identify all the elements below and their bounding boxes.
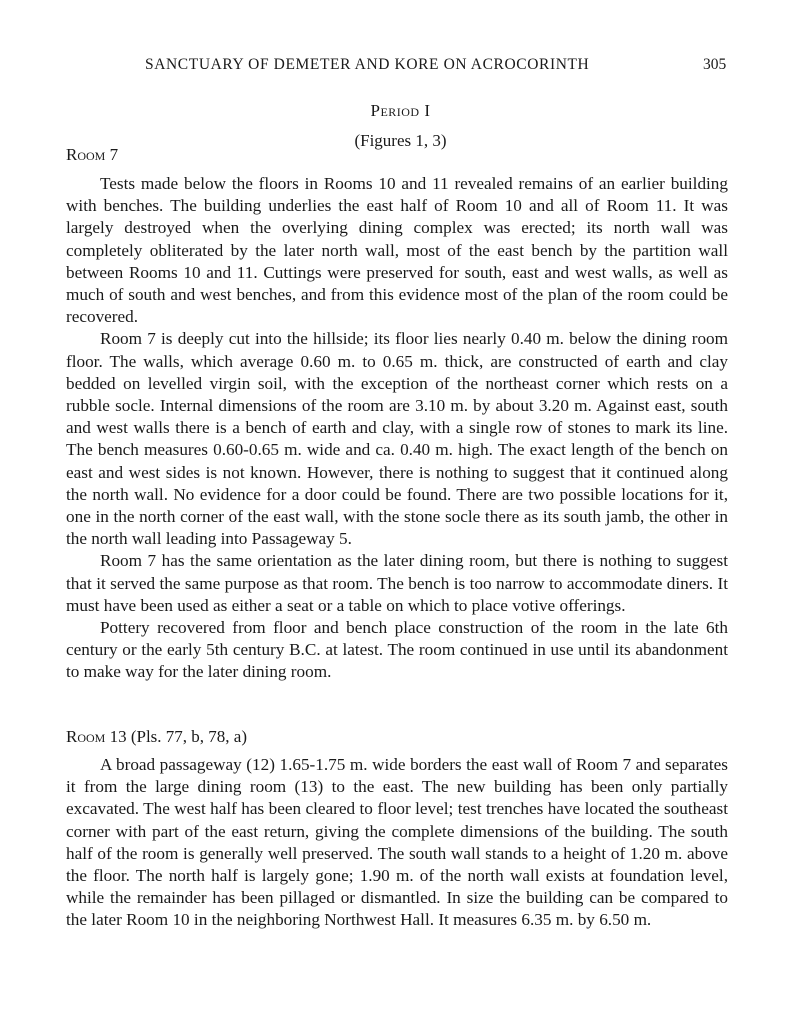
- running-head: [0, 56, 797, 80]
- period-heading: Period I: [370, 101, 431, 120]
- page-number: 305: [703, 56, 727, 73]
- room-7-body: [66, 173, 728, 684]
- paragraph: Room 7 has the same orientation as the later dining room, but there is nothing to suggest that it served the same purpose as that room. The bench is too narrow to accommodate diners. It must have been used as either a seat or a table on which to place votive offerings.: [66, 551, 728, 615]
- room-13-body: [66, 754, 728, 932]
- room-13-heading: [66, 727, 247, 747]
- room-13-heading-rest: 13 (Pls. 77, b, 78, a): [105, 727, 248, 746]
- figures-reference: (Figures 1, 3): [354, 131, 447, 150]
- paragraph: A broad passageway (12) 1.65-1.75 m. wide borders the east wall of Room 7 and separates it from the large dining room (13) to the east. The new building has been only partially excavated. The west half has been cleared to floor level; test trenches have located the southeast corner with part of the east return, giving the complete dimensions of the building. The south half of the room is generally well preserved. The south wall stands to a height of 1.20 m. above the floor. The north half is largely gone; 1.90 m. of the north wall exists at foundation level, while the remainder has been pillaged or dismantled. In size the building can be compared to the later Room 10 in the neighboring Northwest Hall. It measures 6.35 m. by 6.50 m.: [66, 755, 728, 930]
- running-title: SANCTUARY OF DEMETER AND KORE ON ACROCORINTH: [145, 56, 590, 73]
- room-7-heading: Room 7: [66, 145, 119, 164]
- room-13-heading-label: Room: [66, 727, 106, 746]
- paragraph: Pottery recovered from floor and bench place construction of the room in the late 6th century or the early 5th century B.C. at latest. The room continued in use until its abandonment to make way for the later dining room.: [66, 618, 728, 682]
- paragraph: Room 7 is deeply cut into the hillside; its floor lies nearly 0.40 m. below the dining room floor. The walls, which average 0.60 m. to 0.65 m. thick, are constructed of earth and clay bedded on levelled virgin soil, with the exception of the northeast corner which rests on a rubble socle. Internal dimensions of the room are 3.10 m. by about 3.20 m. Against east, south and west walls there is a bench of earth and clay, with a single row of stones to mark its line. The bench measures 0.60-0.65 m. wide and ca. 0.40 m. high. The exact length of the bench on east and west sides is not known. However, there is nothing to suggest that it continued along the north wall. No evidence for a door could be found. There are two possible locations for it, one in the north corner of the east wall, with the stone socle there as its south jamb, the other in the north wall leading into Passageway 5.: [66, 329, 728, 549]
- paragraph: Tests made below the floors in Rooms 10 and 11 revealed remains of an earlier building with benches. The building underlies the east half of Room 10 and all of Room 11. It was largely destroyed when the overlying dining complex was erected; its north wall was completely obliterated by the later north wall, most of the east bench by the partition wall between Rooms 10 and 11. Cuttings were preserved for south, east and west walls, as well as much of south and west benches, and from this evidence most of the plan of the room could be recovered.: [66, 174, 728, 327]
